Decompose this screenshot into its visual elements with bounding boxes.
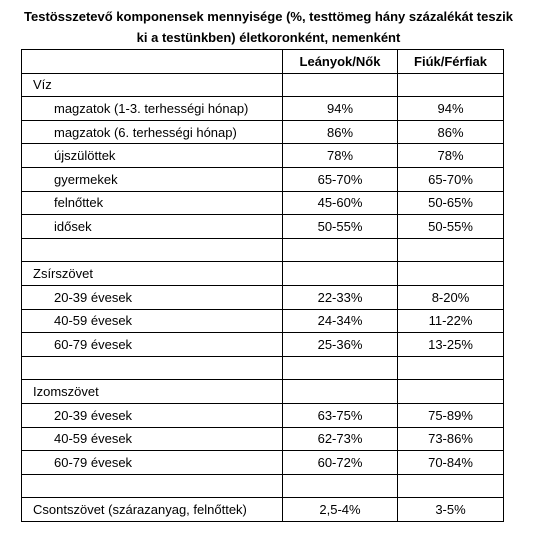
female-value-cell: 25-36% bbox=[283, 333, 398, 357]
row-label-cell: Zsírszövet bbox=[22, 262, 283, 286]
female-value-cell: 60-72% bbox=[283, 451, 398, 475]
row-label-cell bbox=[22, 238, 283, 262]
table-row bbox=[22, 498, 504, 522]
female-value-cell: 24-34% bbox=[283, 309, 398, 333]
table-row bbox=[22, 403, 504, 427]
female-value-cell: 50-55% bbox=[283, 215, 398, 239]
table-row bbox=[22, 380, 504, 404]
table-row bbox=[22, 309, 504, 333]
male-value-cell bbox=[398, 262, 504, 286]
table-row bbox=[22, 427, 504, 451]
row-label-cell: Víz bbox=[22, 73, 283, 97]
row-label-cell: 60-79 évesek bbox=[22, 451, 283, 475]
male-value-cell: 70-84% bbox=[398, 451, 504, 475]
female-value-cell bbox=[283, 474, 398, 498]
female-value-cell bbox=[283, 73, 398, 97]
male-value-cell: 50-65% bbox=[398, 191, 504, 215]
female-value-cell bbox=[283, 380, 398, 404]
male-value-cell: 78% bbox=[398, 144, 504, 168]
male-value-cell bbox=[398, 356, 504, 380]
male-value-cell bbox=[398, 380, 504, 404]
table-row bbox=[22, 238, 504, 262]
table-row bbox=[22, 333, 504, 357]
female-value-cell: 22-33% bbox=[283, 285, 398, 309]
row-label-cell: újszülöttek bbox=[22, 144, 283, 168]
title-line-1: Testösszetevő komponensek mennyisége (%, testtömeg hány százalékát teszik bbox=[24, 9, 513, 24]
male-value-cell: 50-55% bbox=[398, 215, 504, 239]
female-value-cell: 86% bbox=[283, 120, 398, 144]
table-row bbox=[22, 451, 504, 475]
table-row bbox=[22, 285, 504, 309]
row-label-cell: 20-39 évesek bbox=[22, 403, 283, 427]
document-title bbox=[0, 6, 537, 48]
female-value-cell: 45-60% bbox=[283, 191, 398, 215]
male-value-cell: 8-20% bbox=[398, 285, 504, 309]
male-value-cell: 75-89% bbox=[398, 403, 504, 427]
table-row bbox=[22, 262, 504, 286]
male-value-cell bbox=[398, 474, 504, 498]
table-row bbox=[22, 144, 504, 168]
row-label-cell: 60-79 évesek bbox=[22, 333, 283, 357]
row-label-cell: felnőttek bbox=[22, 191, 283, 215]
table-header-row bbox=[22, 50, 504, 74]
female-value-cell: 2,5-4% bbox=[283, 498, 398, 522]
header-cell-male: Fiúk/Férfiak bbox=[398, 50, 504, 74]
male-value-cell: 11-22% bbox=[398, 309, 504, 333]
male-value-cell: 3-5% bbox=[398, 498, 504, 522]
female-value-cell: 63-75% bbox=[283, 403, 398, 427]
row-label-cell bbox=[22, 356, 283, 380]
male-value-cell: 86% bbox=[398, 120, 504, 144]
row-label-cell: 20-39 évesek bbox=[22, 285, 283, 309]
row-label-cell: Csontszövet (szárazanyag, felnőttek) bbox=[22, 498, 283, 522]
table-row bbox=[22, 356, 504, 380]
row-label-cell: magzatok (6. terhességi hónap) bbox=[22, 120, 283, 144]
body-composition-table bbox=[21, 49, 504, 522]
table-row bbox=[22, 73, 504, 97]
table-row bbox=[22, 474, 504, 498]
header-cell-female: Leányok/Nők bbox=[283, 50, 398, 74]
female-value-cell: 78% bbox=[283, 144, 398, 168]
female-value-cell bbox=[283, 356, 398, 380]
table-row bbox=[22, 191, 504, 215]
row-label-cell bbox=[22, 474, 283, 498]
male-value-cell: 65-70% bbox=[398, 167, 504, 191]
row-label-cell: magzatok (1-3. terhességi hónap) bbox=[22, 97, 283, 121]
table-row bbox=[22, 97, 504, 121]
female-value-cell bbox=[283, 262, 398, 286]
row-label-cell: Izomszövet bbox=[22, 380, 283, 404]
female-value-cell: 94% bbox=[283, 97, 398, 121]
table-row bbox=[22, 120, 504, 144]
male-value-cell: 94% bbox=[398, 97, 504, 121]
header-cell-label bbox=[22, 50, 283, 74]
row-label-cell: 40-59 évesek bbox=[22, 427, 283, 451]
row-label-cell: 40-59 évesek bbox=[22, 309, 283, 333]
row-label-cell: gyermekek bbox=[22, 167, 283, 191]
table-body bbox=[22, 73, 504, 521]
male-value-cell bbox=[398, 238, 504, 262]
male-value-cell: 13-25% bbox=[398, 333, 504, 357]
row-label-cell: idősek bbox=[22, 215, 283, 239]
title-line-2: ki a testünkben) életkoronként, nemenként bbox=[136, 30, 401, 45]
male-value-cell bbox=[398, 73, 504, 97]
male-value-cell: 73-86% bbox=[398, 427, 504, 451]
female-value-cell bbox=[283, 238, 398, 262]
female-value-cell: 65-70% bbox=[283, 167, 398, 191]
table-row bbox=[22, 215, 504, 239]
female-value-cell: 62-73% bbox=[283, 427, 398, 451]
table-row bbox=[22, 167, 504, 191]
